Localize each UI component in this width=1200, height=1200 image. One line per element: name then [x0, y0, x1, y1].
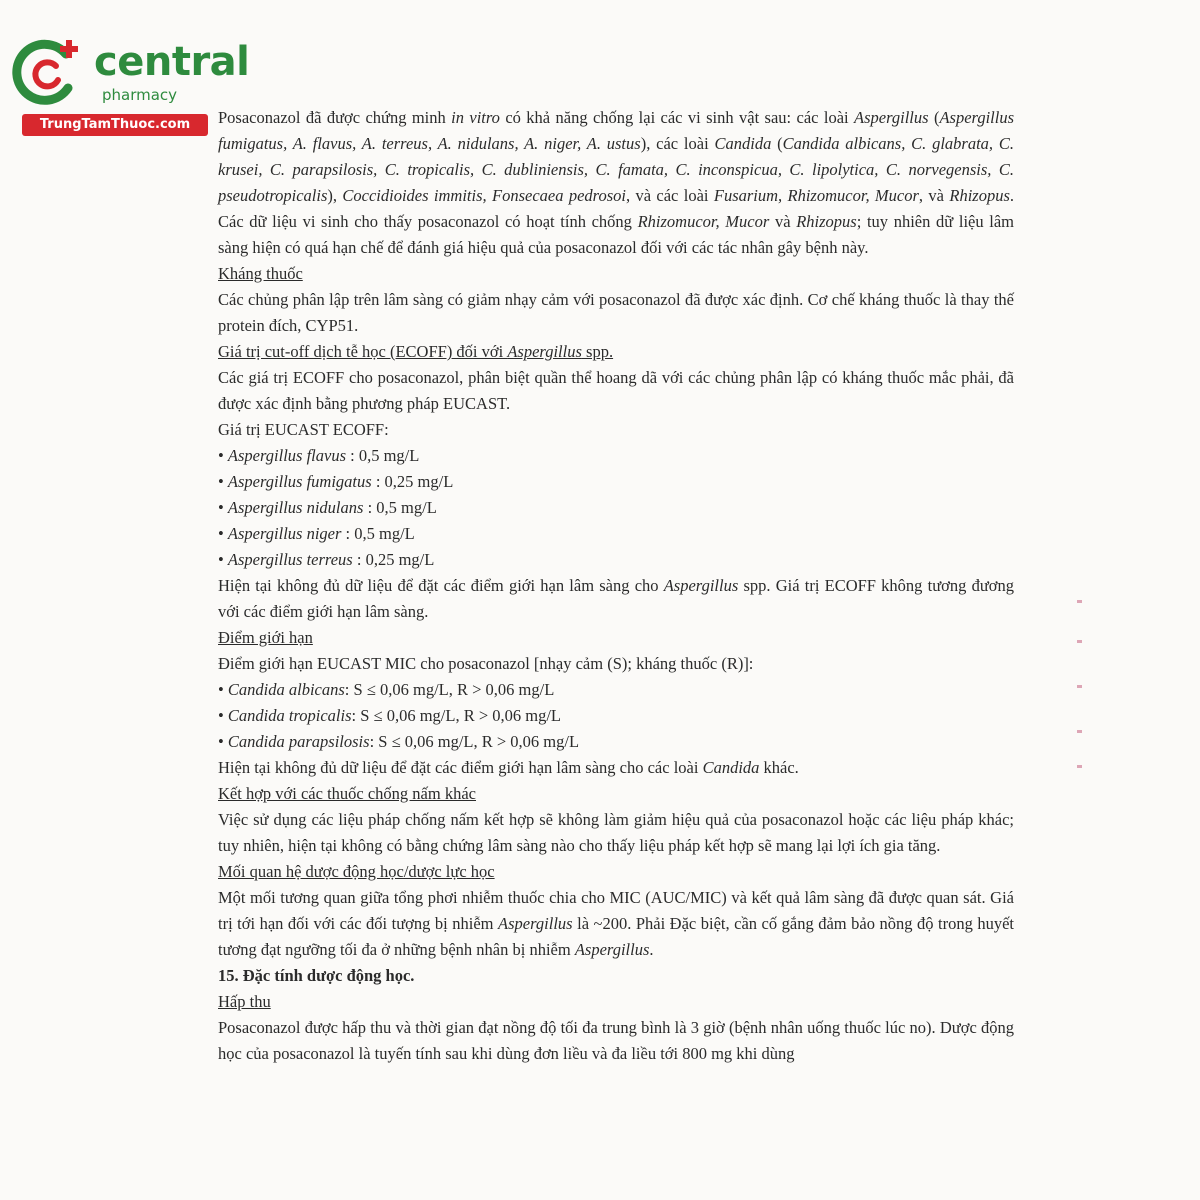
logo-subtitle: pharmacy — [102, 86, 178, 104]
paragraph-pk-pd: Một mối tương quan giữa tổng phơi nhiễm thuốc chia cho MIC (AUC/MIC) và kết quả lâm sàng đã được quan sát. Giá trị tới hạn đối với các đối tượng bị nhiễm Aspergillus là ~200. Phải Đặc biệt, cần cố gắng đảm bảo nồng độ trong huyết tương đạt ngưỡng tối đa ở những bệnh nhân bị nhiễm Aspergillus. — [218, 888, 1014, 959]
list-item: • Aspergillus terreus : 0,25 mg/L — [218, 547, 1014, 573]
heading-ecoff: Giá trị cut-off dịch tễ học (ECOFF) đối với Aspergillus spp. — [218, 342, 614, 361]
heading-absorption: Hấp thu — [218, 992, 271, 1011]
heading-resistance: Kháng thuốc — [218, 264, 303, 283]
paragraph-no-data-aspergillus: Hiện tại không đủ dữ liệu để đặt các điểm giới hạn lâm sàng cho Aspergillus spp. Giá trị ECOFF không tương đương với các điểm giới hạn lâm sàng. — [218, 576, 1014, 621]
paragraph-eucast-ecoff: Giá trị EUCAST ECOFF: — [218, 420, 389, 439]
list-item: • Candida albicans: S ≤ 0,06 mg/L, R > 0,06 mg/L — [218, 677, 1014, 703]
paragraph-resistance: Các chủng phân lập trên lâm sàng có giảm nhạy cảm với posaconazol đã được xác định. Cơ chế kháng thuốc là thay thế protein đích, CYP51. — [218, 290, 1014, 335]
logo-name: central — [94, 39, 250, 85]
list-item: • Candida tropicalis: S ≤ 0,06 mg/L, R > 0,06 mg/L — [218, 703, 1014, 729]
paragraph-absorption: Posaconazol được hấp thu và thời gian đạt nồng độ tối đa trung bình là 3 giờ (bệnh nhân uống thuốc lúc no). Dược động học của posaconazol là tuyến tính sau khi dùng đơn liều và đa liều tới 800 mg khi dùng — [218, 1018, 1014, 1063]
list-item: • Aspergillus niger : 0,5 mg/L — [218, 521, 1014, 547]
list-item: • Aspergillus nidulans : 0,5 mg/L — [218, 495, 1014, 521]
brand-logo — [12, 36, 250, 136]
list-item: • Aspergillus flavus : 0,5 mg/L — [218, 443, 1014, 469]
paragraph-ecoff: Các giá trị ECOFF cho posaconazol, phân biệt quần thể hoang dã với các chủng phân lập có kháng thuốc mắc phải, đã được xác định bằng phương pháp EUCAST. — [218, 368, 1014, 413]
section-heading-15: 15. Đặc tính dược động học. — [218, 966, 415, 985]
list-item: • Candida parapsilosis: S ≤ 0,06 mg/L, R > 0,06 mg/L — [218, 729, 1014, 755]
page-edge-stamp-marks — [1074, 600, 1086, 780]
list-item: • Aspergillus fumigatus : 0,25 mg/L — [218, 469, 1014, 495]
paragraph-no-data-candida: Hiện tại không đủ dữ liệu để đặt các điểm giới hạn lâm sàng cho các loài Candida khác. — [218, 758, 799, 777]
logo-url-banner: TrungTamThuoc.com — [22, 114, 208, 136]
paragraph-breakpoints: Điểm giới hạn EUCAST MIC cho posaconazol [nhạy cảm (S); kháng thuốc (R)]: — [218, 654, 754, 673]
paragraph-combination: Việc sử dụng các liệu pháp chống nấm kết hợp sẽ không làm giảm hiệu quả của posaconazol hoặc các liệu pháp khác; tuy nhiên, hiện tại không có bằng chứng lâm sàng nào cho thấy liệu pháp kết hợp sẽ mang lại lợi ích gia tăng. — [218, 810, 1014, 855]
heading-pk-pd: Mối quan hệ dược động học/dược lực học — [218, 862, 495, 881]
heading-breakpoints: Điểm giới hạn — [218, 628, 313, 647]
document-body — [218, 105, 1014, 1067]
heading-combination: Kết hợp với các thuốc chống nấm khác — [218, 784, 476, 803]
paragraph-microbiology: Posaconazol đã được chứng minh in vitro có khả năng chống lại các vi sinh vật sau: các loài Aspergillus (Aspergillus fumigatus, A. flavus, A. terreus, A. nidulans, A. niger, A. ustus), các loài Candida (Candida albicans, C. glabrata, C. krusei, C. parapsilosis, C. tropicalis, C. dubliniensis, C. famata, C. inconspicua, C. lipolytica, C. norvegensis, C. pseudotropicalis), Coccidioides immitis, Fonsecaea pedrosoi, và các loài Fusarium, Rhizomucor, Mucor, và Rhizopus. Các dữ liệu vi sinh cho thấy posaconazol có hoạt tính chống Rhizomucor, Mucor và Rhizopus; tuy nhiên dữ liệu lâm sàng hiện có quá hạn chế để đánh giá hiệu quả của posaconazol đối với các tác nhân gây bệnh này. — [218, 108, 1015, 257]
central-pharmacy-logo-icon — [12, 36, 84, 108]
